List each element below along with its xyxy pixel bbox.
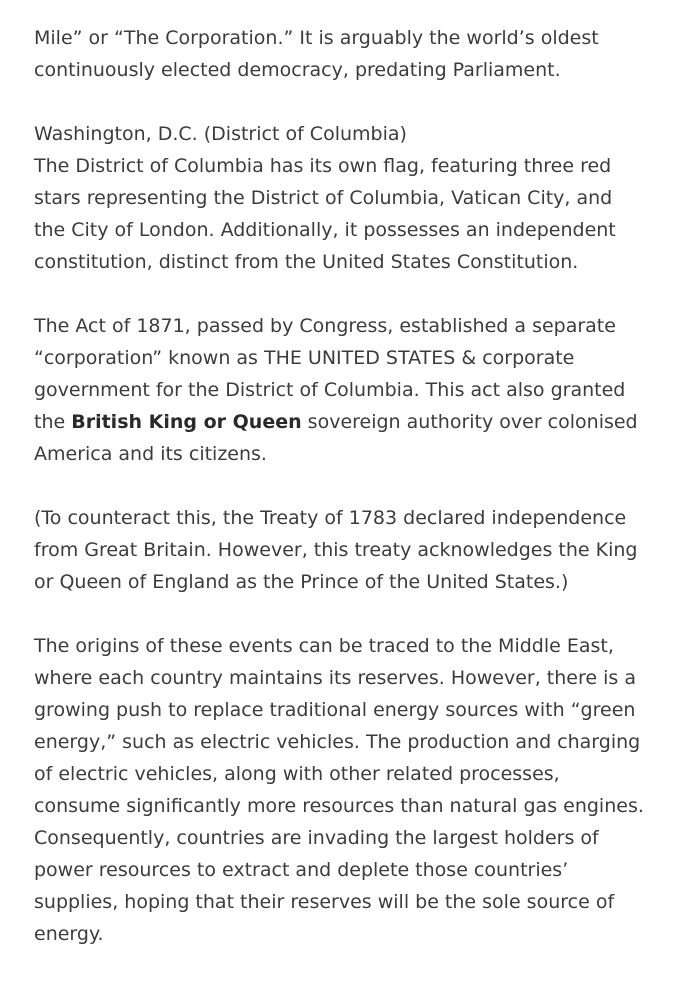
paragraph-washington-dc: [34, 118, 674, 278]
text-line: where each country maintains its reserves. However, there is a: [34, 667, 636, 689]
text-line: Consequently, countries are invading the largest holders of: [34, 827, 599, 849]
text-fragment: the: [34, 411, 72, 433]
article-body: [34, 22, 674, 982]
text-line: (To counteract this, the Treaty of 1783 declared independence: [34, 507, 627, 529]
text-line: growing push to replace traditional energy sources with “green: [34, 699, 636, 721]
paragraph-act-of-1871: [34, 310, 674, 470]
paragraph-middle-east: [34, 630, 674, 950]
text-line: The origins of these events can be traced to the Middle East,: [34, 635, 614, 657]
text-line: power resources to extract and deplete those countries’: [34, 859, 569, 881]
paragraph-corporation: [34, 22, 674, 86]
text-line: stars representing the District of Columbia, Vatican City, and: [34, 187, 613, 209]
text-line: Mile” or “The Corporation.” It is arguably the world’s oldest: [34, 27, 599, 49]
section-heading-line: Washington, D.C. (District of Columbia): [34, 123, 407, 145]
text-line: The Act of 1871, passed by Congress, established a separate: [34, 315, 616, 337]
text-line: of electric vehicles, along with other related processes,: [34, 763, 560, 785]
text-line: government for the District of Columbia. This act also granted: [34, 379, 626, 401]
bold-emphasis: British King or Queen: [71, 411, 302, 433]
text-line: energy,” such as electric vehicles. The production and charging: [34, 731, 641, 753]
text-fragment: sovereign authority over colonised: [301, 411, 638, 433]
paragraph-treaty-1783: [34, 502, 674, 598]
text-line: supplies, hoping that their reserves will be the sole source of: [34, 891, 615, 913]
text-line: energy.: [34, 923, 104, 945]
text-line: continuously elected democracy, predating Parliament.: [34, 59, 561, 81]
text-line: consume significantly more resources than natural gas engines.: [34, 795, 644, 817]
text-line: constitution, distinct from the United States Constitution.: [34, 251, 579, 273]
text-line-with-bold: [34, 406, 674, 438]
text-line: America and its citizens.: [34, 443, 267, 465]
text-line: from Great Britain. However, this treaty acknowledges the King: [34, 539, 638, 561]
text-line: The District of Columbia has its own flag, featuring three red: [34, 155, 612, 177]
text-line: the City of London. Additionally, it possesses an independent: [34, 219, 616, 241]
text-line: or Queen of England as the Prince of the United States.): [34, 571, 569, 593]
text-line: “corporation” known as THE UNITED STATES & corporate: [34, 347, 575, 369]
